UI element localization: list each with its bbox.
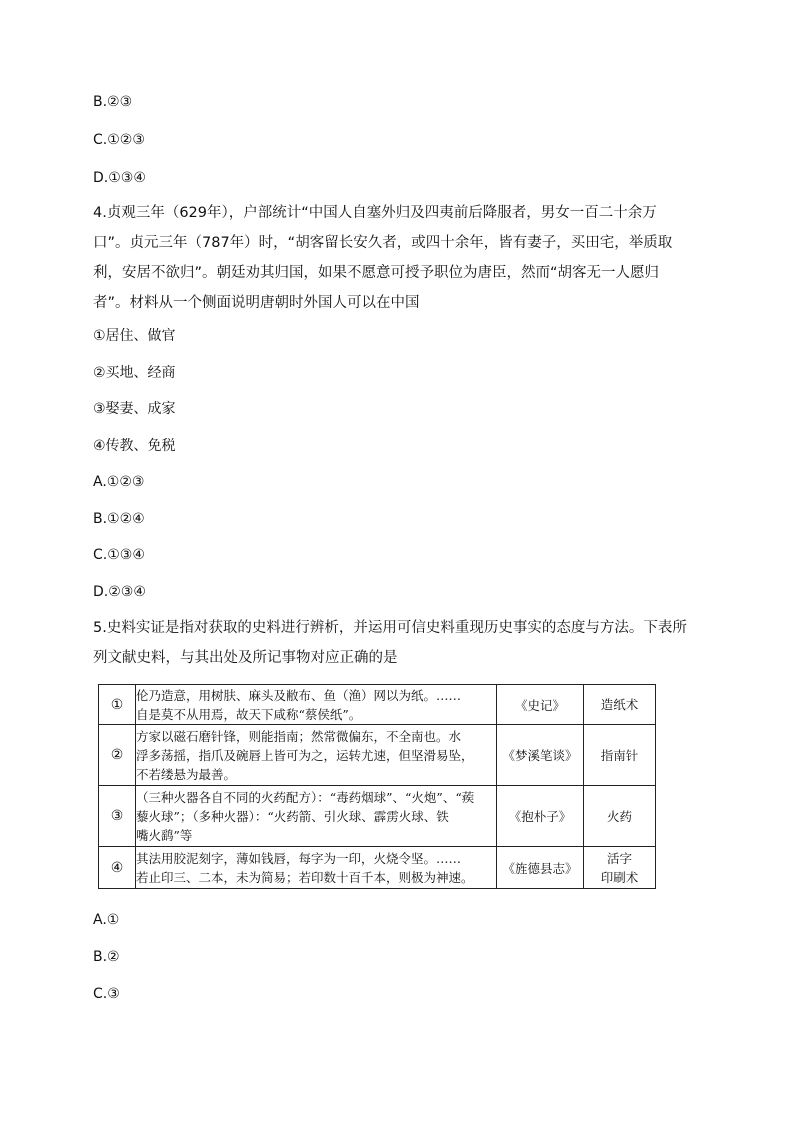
row-number: ① [99, 685, 136, 725]
q4-stem-line: 者”。材料从一个侧面说明唐朝时外国人可以在中国 [93, 295, 420, 311]
q3-option-c: C.①②③ [93, 132, 145, 148]
source-book: 《梦溪笔谈》 [497, 725, 584, 786]
source-book: 《史记》 [497, 685, 584, 725]
table-row [99, 725, 656, 786]
invention [584, 847, 656, 889]
q5-stem-line: 5.史料实证是指对获取的史料进行辨析，并运用可信史料重现历史事实的态度与方法。下表所 [93, 620, 687, 636]
invention [584, 685, 656, 725]
source-text-line: 藜火球”；（多种火器）：“火药箭、引火球、霹雳火球、铁 [136, 808, 449, 824]
q4-item-2: ②买地、经商 [93, 365, 176, 381]
invention-line: 活字 [606, 850, 632, 866]
q3-option-d: D.①③④ [93, 170, 146, 186]
row-number: ③ [99, 786, 136, 847]
source-text-line: 浮多荡摇，指爪及碗唇上皆可为之，运转尤速，但坚滑易坠， [136, 747, 474, 763]
q4-item-3: ③娶妻、成家 [93, 401, 176, 417]
source-text [136, 786, 497, 847]
q5-option-a: A.① [93, 912, 120, 928]
q4-stem [93, 198, 703, 318]
source-text-line: （三种火器各自不同的火药配方）：“毒药烟球”、“火炮”、“蒺 [136, 789, 475, 805]
q4-stem-line: 4.贞观三年（629年），户部统计“中国人自塞外归及四夷前后降服者，男女一百二十余万 [93, 205, 657, 221]
source-text-line: 其法用胶泥刻字，薄如钱唇，每字为一印，火烧令坚。…… [136, 850, 462, 866]
q5-option-c: C.③ [93, 986, 120, 1002]
invention-line: 造纸术 [600, 697, 639, 712]
q4-option-a: A.①②③ [93, 474, 145, 490]
q3-option-b: B.②③ [93, 94, 133, 110]
source-text-line: 自是莫不从用焉，故天下咸称“蔡侯纸”。 [136, 706, 362, 722]
invention-line: 印刷术 [600, 869, 639, 885]
q4-stem-line: 利，安居不欲归”。朝廷劝其归国，如果不愿意可授予职位为唐臣，然而“胡客无一人愿归 [93, 265, 660, 281]
row-number: ④ [99, 847, 136, 889]
source-text-line: 伦乃造意，用树肤、麻头及敝布、鱼（渔）网以为纸。…… [136, 687, 462, 703]
q5-stem [93, 613, 703, 673]
historical-sources-table [98, 684, 656, 889]
row-number: ② [99, 725, 136, 786]
q4-option-b: B.①②④ [93, 511, 145, 527]
invention-line: 指南针 [600, 747, 639, 763]
source-text [136, 685, 497, 725]
source-text [136, 725, 497, 786]
q4-stem-line: 口”。贞元三年（787年）时，“胡客留长安久者，或四十余年，皆有妻子，买田宅，举质取 [93, 235, 673, 251]
source-book: 《抱朴子》 [497, 786, 584, 847]
source-text-line: 不若缕悬为最善。 [136, 766, 237, 782]
q4-option-d: D.②③④ [93, 584, 146, 600]
source-text-line: 若止印三、二本，未为简易；若印数十百千本，则极为神速。 [136, 869, 474, 885]
invention [584, 725, 656, 786]
source-book: 《旌德县志》 [497, 847, 584, 889]
table-row [99, 786, 656, 847]
q5-stem-line: 列文献史料，与其出处及所记事物对应正确的是 [93, 650, 398, 666]
q4-item-4: ④传教、免税 [93, 438, 176, 454]
q4-item-1: ①居住、做官 [93, 328, 176, 344]
source-text-line: 方家以磁石磨针锋，则能指南；然常微偏东，不全南也。水 [136, 728, 462, 744]
table-row [99, 685, 656, 725]
q4-option-c: C.①③④ [93, 547, 145, 563]
source-text-line: 嘴火鹞”等 [136, 827, 193, 843]
q5-option-b: B.② [93, 949, 120, 965]
source-text [136, 847, 497, 889]
invention-line: 火药 [606, 808, 632, 824]
invention [584, 786, 656, 847]
table-row [99, 847, 656, 889]
